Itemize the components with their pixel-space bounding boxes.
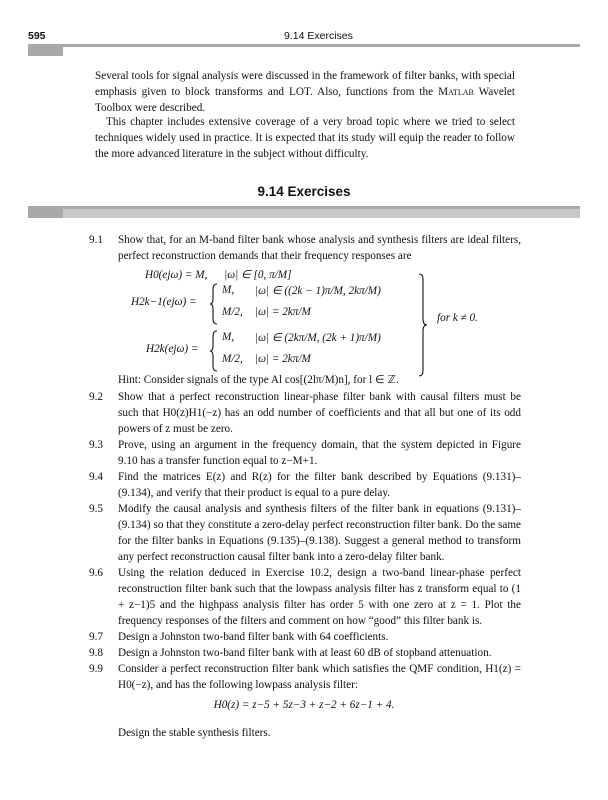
exercise-number: 9.1 — [89, 234, 103, 246]
exercise-9-1 — [89, 232, 521, 264]
exercise-9-8 — [89, 645, 521, 661]
eq-h2k-c2 — [222, 353, 311, 365]
eq-h2k-c1-val: M, — [222, 331, 235, 343]
exercise-number: 9.5 — [89, 503, 103, 515]
right-brace — [418, 273, 428, 377]
exercise-text: Find the matrices E(z) and R(z) for the filter bank described by Equations (9.131)–(9.134), and verify that their product is equal to a pure delay. — [118, 471, 521, 499]
exercise-9-6 — [89, 565, 521, 629]
exercise-number: 9.9 — [89, 663, 103, 675]
section-title: 9.14 Exercises — [257, 184, 351, 199]
eq-h0-lhs: H0(ejω) = M, — [145, 269, 208, 281]
intro-p1-text: Several tools for signal analysis were discussed in the framework of filter banks, with special emphasis given to block transforms and LOT. Also, functions from the — [95, 70, 515, 98]
header-rule-tab — [28, 47, 63, 56]
eq-h2k1-c2-val: M/2, — [222, 306, 243, 318]
closing-instruction: Design the stable synthesis filters. — [118, 727, 271, 739]
exercise-text: Show that, for an M-band filter bank whose analysis and synthesis filters are ideal filters, perfect reconstruction demands that their frequency responses are — [118, 234, 521, 262]
eq-h2k-c1-cond: |ω| ∈ (2kπ/M, (2k + 1)π/M) — [255, 332, 381, 344]
exercise-number: 9.4 — [89, 471, 103, 483]
hint-text: Hint: Consider signals of the type Al cos[(2lπ/M)n], for l ∈ ℤ. — [118, 374, 399, 386]
intro-paragraph-2: This chapter includes extensive coverage of a very broad topic where we tried to select techniques widely used in practice. It is expected that its study will equip the reader to follow the more advanced literature in the subject without difficulty. — [95, 116, 515, 160]
eq-h2k1-c1-cond: |ω| ∈ ((2k − 1)π/M, 2kπ/M) — [255, 285, 381, 297]
left-brace-2 — [209, 330, 219, 372]
intro-p1-end: Wavelet Toolbox were described. — [95, 86, 515, 114]
exercise-number: 9.6 — [89, 567, 103, 579]
exercise-text: Using the relation deduced in Exercise 10.2, design a two-band linear-phase perfect reconstruction filter bank such that the lowpass analysis filter has z transform equal to (1 + z−1)5 and the highpass analysis filter has order 5 with one zero at z = 1. Plot the frequency responses of the filters and comment on how “good” this filter bank is. — [118, 567, 521, 627]
exercise-text: Design a Johnston two-band filter bank with 64 coefficients. — [118, 631, 389, 643]
matlab-name: Matlab — [438, 86, 474, 98]
eq-h2k-lhs: H2k(ejω) = — [146, 343, 199, 355]
exercise-9-5 — [89, 501, 521, 565]
section-band-tab — [28, 209, 63, 218]
left-brace-1 — [209, 283, 219, 325]
eq-h2k-c1 — [222, 331, 381, 344]
section-band — [28, 209, 580, 218]
exercise-number: 9.7 — [89, 631, 103, 643]
eq-h2k1-c1-val: M, — [222, 284, 235, 296]
exercise-text: Prove, using an argument in the frequency domain, that the system depicted in Figure 9.10 has a transfer function equal to z−M+1. — [118, 439, 521, 467]
page-number: 595 — [28, 30, 46, 42]
exercise-text: Consider a perfect reconstruction filter bank which satisfies the QMF condition, H1(z) = H0(−z), and has the following lowpass analysis filter: — [118, 663, 521, 691]
eq-h0-cond: |ω| ∈ [0, π/M] — [224, 269, 292, 281]
exercise-number: 9.3 — [89, 439, 103, 451]
exercise-9-4 — [89, 469, 521, 501]
eq-h2k1-c2 — [222, 306, 311, 318]
exercise-number: 9.8 — [89, 647, 103, 659]
eq-h2k1-lhs: H2k−1(ejω) = — [131, 296, 197, 308]
exercise-number: 9.2 — [89, 391, 103, 403]
eq-h2k-c2-cond: |ω| = 2kπ/M — [255, 353, 311, 365]
eq-h0 — [145, 268, 291, 281]
equation-h0z: H0(z) = z−5 + 5z−3 + z−2 + 6z−1 + 4. — [213, 699, 395, 711]
eq-h2k1-c1 — [222, 284, 381, 297]
exercise-9-7 — [89, 629, 521, 645]
exercise-9-3 — [89, 437, 521, 469]
exercise-text: Modify the causal analysis and synthesis filters of the filter bank in equations (9.131)–(9.134) so that they constitute a zero-delay perfect reconstruction filter bank. Do the same for the filter banks in Equations (9.135)–(9.138). Suggest a general method to transform any perfect reconstruction causal filter bank into a zero-delay filter bank. — [118, 503, 521, 563]
exercise-9-9 — [89, 661, 521, 693]
intro-paragraph-1 — [95, 68, 515, 116]
eq-h2k1-c2-cond: |ω| = 2kπ/M — [255, 306, 311, 318]
running-section-title: 9.14 Exercises — [284, 30, 353, 42]
header-rule — [28, 44, 580, 47]
exercise-9-2 — [89, 389, 521, 437]
exercise-text: Show that a perfect reconstruction linear-phase filter bank with causal filters must be such that H0(z)H1(−z) has an odd number of coefficients and that all but one of its odd powers of z must be zero. — [118, 391, 521, 435]
eq-h2k-c2-val: M/2, — [222, 353, 243, 365]
exercise-text: Design a Johnston two-band filter bank with at least 60 dB of stopband attenuation. — [118, 647, 492, 659]
running-header — [0, 30, 608, 44]
eq-for-k: for k ≠ 0. — [437, 312, 478, 324]
